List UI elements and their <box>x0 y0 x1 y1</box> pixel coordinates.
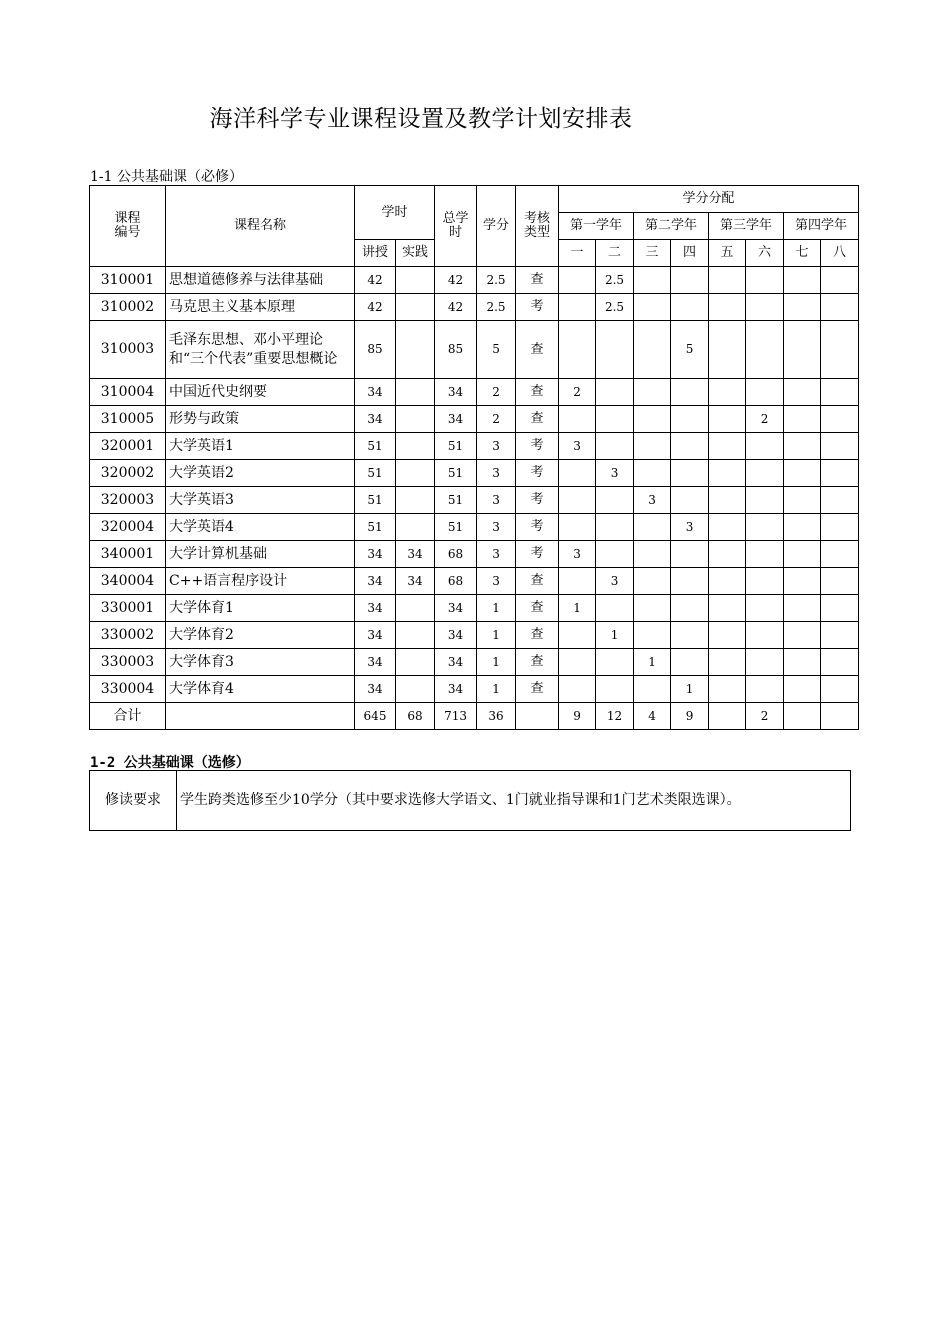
total-exam-type <box>516 703 559 730</box>
header-term-3: 三 <box>634 240 671 267</box>
credits: 3 <box>477 487 516 514</box>
term-6-credit <box>746 321 784 379</box>
exam-type: 考 <box>516 487 559 514</box>
term-7-credit <box>784 649 821 676</box>
requirement-label: 修读要求 <box>90 771 177 831</box>
term-2-credit: 3 <box>596 568 634 595</box>
term-5-credit <box>709 294 746 321</box>
total-term-1: 9 <box>559 703 596 730</box>
term-1-credit <box>559 487 596 514</box>
term-5-credit <box>709 676 746 703</box>
course-code: 310002 <box>90 294 166 321</box>
course-name: 形势与政策 <box>166 406 355 433</box>
practice-hours <box>396 294 435 321</box>
table-row <box>90 568 859 595</box>
course-name: 大学计算机基础 <box>166 541 355 568</box>
term-3-credit <box>634 460 671 487</box>
lecture-hours: 51 <box>355 433 396 460</box>
term-4-credit <box>671 294 709 321</box>
practice-hours: 34 <box>396 541 435 568</box>
term-7-credit <box>784 568 821 595</box>
credits: 2.5 <box>477 294 516 321</box>
term-3-credit: 1 <box>634 649 671 676</box>
term-5-credit <box>709 267 746 294</box>
term-7-credit <box>784 379 821 406</box>
term-2-credit <box>596 649 634 676</box>
lecture-hours: 34 <box>355 379 396 406</box>
term-4-credit: 1 <box>671 676 709 703</box>
exam-type: 查 <box>516 406 559 433</box>
term-1-credit <box>559 568 596 595</box>
term-1-credit <box>559 267 596 294</box>
term-3-credit <box>634 595 671 622</box>
term-4-credit <box>671 460 709 487</box>
course-code: 330004 <box>90 676 166 703</box>
exam-type: 考 <box>516 433 559 460</box>
total-credits: 36 <box>477 703 516 730</box>
total-practice-hours: 68 <box>396 703 435 730</box>
exam-type: 查 <box>516 321 559 379</box>
term-7-credit <box>784 676 821 703</box>
credits: 3 <box>477 541 516 568</box>
term-6-credit <box>746 379 784 406</box>
course-code: 330003 <box>90 649 166 676</box>
credits: 1 <box>477 676 516 703</box>
header-term-7: 七 <box>784 240 821 267</box>
term-5-credit <box>709 514 746 541</box>
requirement-text: 学生跨类选修至少10学分（其中要求选修大学语文、1门就业指导课和1门艺术类限选课）。 <box>177 771 851 831</box>
course-name: 马克思主义基本原理 <box>166 294 355 321</box>
term-8-credit <box>821 267 859 294</box>
term-1-credit: 2 <box>559 379 596 406</box>
term-2-credit <box>596 379 634 406</box>
total-term-4: 9 <box>671 703 709 730</box>
term-3-credit <box>634 294 671 321</box>
total-hours: 51 <box>435 514 477 541</box>
total-lecture-hours: 645 <box>355 703 396 730</box>
table-row <box>90 541 859 568</box>
term-5-credit <box>709 649 746 676</box>
total-term-8 <box>821 703 859 730</box>
term-2-credit <box>596 541 634 568</box>
exam-type: 查 <box>516 622 559 649</box>
term-8-credit <box>821 460 859 487</box>
term-7-credit <box>784 460 821 487</box>
term-6-credit <box>746 541 784 568</box>
table-row <box>90 294 859 321</box>
course-code: 340004 <box>90 568 166 595</box>
course-code: 310004 <box>90 379 166 406</box>
term-2-credit <box>596 487 634 514</box>
term-1-credit <box>559 406 596 433</box>
table-row <box>90 321 859 379</box>
term-5-credit <box>709 541 746 568</box>
term-6-credit <box>746 676 784 703</box>
total-term-5 <box>709 703 746 730</box>
term-2-credit <box>596 433 634 460</box>
lecture-hours: 34 <box>355 541 396 568</box>
exam-type: 查 <box>516 676 559 703</box>
exam-type: 查 <box>516 649 559 676</box>
header-term-6: 六 <box>746 240 784 267</box>
total-hours: 34 <box>435 406 477 433</box>
term-4-credit <box>671 541 709 568</box>
term-8-credit <box>821 514 859 541</box>
term-4-credit: 5 <box>671 321 709 379</box>
header-year-4: 第四学年 <box>784 213 859 240</box>
elective-requirement-table <box>89 770 851 831</box>
term-8-credit <box>821 406 859 433</box>
term-1-credit <box>559 676 596 703</box>
term-1-credit: 3 <box>559 541 596 568</box>
term-5-credit <box>709 487 746 514</box>
total-term-3: 4 <box>634 703 671 730</box>
term-2-credit <box>596 514 634 541</box>
table-row <box>90 595 859 622</box>
header-lecture: 讲授 <box>355 240 396 267</box>
term-8-credit <box>821 321 859 379</box>
total-hours: 68 <box>435 568 477 595</box>
lecture-hours: 51 <box>355 487 396 514</box>
lecture-hours: 42 <box>355 294 396 321</box>
term-7-credit <box>784 595 821 622</box>
term-7-credit <box>784 406 821 433</box>
credits: 3 <box>477 514 516 541</box>
header-year-3: 第三学年 <box>709 213 784 240</box>
term-7-credit <box>784 321 821 379</box>
practice-hours <box>396 649 435 676</box>
term-6-credit <box>746 568 784 595</box>
term-2-credit <box>596 676 634 703</box>
total-hours: 51 <box>435 433 477 460</box>
table-row <box>90 649 859 676</box>
term-5-credit <box>709 622 746 649</box>
term-5-credit <box>709 379 746 406</box>
term-5-credit <box>709 406 746 433</box>
term-6-credit <box>746 649 784 676</box>
term-1-credit <box>559 294 596 321</box>
term-3-credit <box>634 379 671 406</box>
term-6-credit <box>746 294 784 321</box>
header-exam-type: 考核类型 <box>516 186 559 267</box>
term-3-credit <box>634 676 671 703</box>
practice-hours <box>396 379 435 406</box>
course-name: 毛泽东思想、邓小平理论和“三个代表”重要思想概论 <box>166 321 355 379</box>
term-4-credit <box>671 379 709 406</box>
total-term-2: 12 <box>596 703 634 730</box>
exam-type: 查 <box>516 267 559 294</box>
course-code: 310001 <box>90 267 166 294</box>
term-2-credit: 2.5 <box>596 267 634 294</box>
course-code: 320004 <box>90 514 166 541</box>
term-1-credit: 1 <box>559 595 596 622</box>
course-name: 中国近代史纲要 <box>166 379 355 406</box>
table-row <box>90 267 859 294</box>
lecture-hours: 42 <box>355 267 396 294</box>
header-term-8: 八 <box>821 240 859 267</box>
header-term-4: 四 <box>671 240 709 267</box>
header-total-hours: 总学时 <box>435 186 477 267</box>
term-6-credit <box>746 267 784 294</box>
term-8-credit <box>821 649 859 676</box>
course-code: 330002 <box>90 622 166 649</box>
table-row <box>90 514 859 541</box>
term-5-credit <box>709 433 746 460</box>
course-name: 思想道德修养与法律基础 <box>166 267 355 294</box>
table-row <box>90 487 859 514</box>
term-3-credit <box>634 406 671 433</box>
course-code: 330001 <box>90 595 166 622</box>
page-title: 海洋科学专业课程设置及教学计划安排表 <box>209 106 633 132</box>
term-3-credit <box>634 541 671 568</box>
term-4-credit <box>671 649 709 676</box>
lecture-hours: 34 <box>355 406 396 433</box>
term-1-credit: 3 <box>559 433 596 460</box>
term-3-credit <box>634 568 671 595</box>
course-code: 320001 <box>90 433 166 460</box>
term-5-credit <box>709 321 746 379</box>
course-name: 大学英语3 <box>166 487 355 514</box>
term-1-credit <box>559 649 596 676</box>
course-name: 大学英语1 <box>166 433 355 460</box>
total-hours: 34 <box>435 676 477 703</box>
table-row <box>90 379 859 406</box>
term-2-credit: 3 <box>596 460 634 487</box>
course-name: 大学英语2 <box>166 460 355 487</box>
course-code: 320003 <box>90 487 166 514</box>
course-code: 340001 <box>90 541 166 568</box>
total-row <box>90 703 859 730</box>
term-6-credit <box>746 622 784 649</box>
practice-hours <box>396 514 435 541</box>
term-2-credit: 2.5 <box>596 294 634 321</box>
term-8-credit <box>821 676 859 703</box>
credits: 1 <box>477 622 516 649</box>
section-1-heading: 1-1 公共基础课（必修） <box>90 169 243 185</box>
credits: 5 <box>477 321 516 379</box>
header-year-1: 第一学年 <box>559 213 634 240</box>
lecture-hours: 34 <box>355 676 396 703</box>
course-name: 大学英语4 <box>166 514 355 541</box>
lecture-hours: 34 <box>355 595 396 622</box>
term-4-credit: 3 <box>671 514 709 541</box>
term-7-credit <box>784 622 821 649</box>
exam-type: 查 <box>516 568 559 595</box>
term-4-credit <box>671 406 709 433</box>
term-4-credit <box>671 487 709 514</box>
term-2-credit: 1 <box>596 622 634 649</box>
term-2-credit <box>596 321 634 379</box>
header-term-2: 二 <box>596 240 634 267</box>
term-7-credit <box>784 294 821 321</box>
term-4-credit <box>671 568 709 595</box>
credits: 2.5 <box>477 267 516 294</box>
credits: 2 <box>477 406 516 433</box>
lecture-hours: 34 <box>355 649 396 676</box>
term-7-credit <box>784 487 821 514</box>
term-5-credit <box>709 568 746 595</box>
course-code: 320002 <box>90 460 166 487</box>
term-7-credit <box>784 514 821 541</box>
term-5-credit <box>709 460 746 487</box>
course-name: 大学体育3 <box>166 649 355 676</box>
term-3-credit <box>634 622 671 649</box>
total-hours: 34 <box>435 379 477 406</box>
exam-type: 考 <box>516 541 559 568</box>
header-credits: 学分 <box>477 186 516 267</box>
course-name: 大学体育1 <box>166 595 355 622</box>
total-hours: 42 <box>435 267 477 294</box>
total-term-6: 2 <box>746 703 784 730</box>
term-6-credit: 2 <box>746 406 784 433</box>
term-3-credit <box>634 267 671 294</box>
credits: 1 <box>477 595 516 622</box>
term-4-credit <box>671 622 709 649</box>
course-code: 310005 <box>90 406 166 433</box>
table-row <box>90 406 859 433</box>
term-3-credit <box>634 514 671 541</box>
term-8-credit <box>821 433 859 460</box>
term-6-credit <box>746 433 784 460</box>
practice-hours <box>396 622 435 649</box>
practice-hours <box>396 487 435 514</box>
term-8-credit <box>821 595 859 622</box>
total-total-hours: 713 <box>435 703 477 730</box>
total-hours: 42 <box>435 294 477 321</box>
lecture-hours: 34 <box>355 568 396 595</box>
header-term-5: 五 <box>709 240 746 267</box>
term-6-credit <box>746 514 784 541</box>
lecture-hours: 51 <box>355 460 396 487</box>
table-row <box>90 676 859 703</box>
total-hours: 34 <box>435 595 477 622</box>
lecture-hours: 85 <box>355 321 396 379</box>
credits: 3 <box>477 433 516 460</box>
term-8-credit <box>821 622 859 649</box>
header-year-2: 第二学年 <box>634 213 709 240</box>
exam-type: 考 <box>516 514 559 541</box>
term-1-credit <box>559 622 596 649</box>
exam-type: 考 <box>516 460 559 487</box>
term-7-credit <box>784 267 821 294</box>
term-6-credit <box>746 487 784 514</box>
section-2-heading: 1-2 公共基础课（选修） <box>90 755 250 771</box>
table-row <box>90 622 859 649</box>
lecture-hours: 51 <box>355 514 396 541</box>
credits: 3 <box>477 460 516 487</box>
course-name: 大学体育2 <box>166 622 355 649</box>
term-2-credit <box>596 406 634 433</box>
course-name: 大学体育4 <box>166 676 355 703</box>
term-7-credit <box>784 433 821 460</box>
term-2-credit <box>596 595 634 622</box>
term-4-credit <box>671 433 709 460</box>
total-hours: 68 <box>435 541 477 568</box>
term-3-credit: 3 <box>634 487 671 514</box>
exam-type: 考 <box>516 294 559 321</box>
table-row <box>90 460 859 487</box>
term-3-credit <box>634 433 671 460</box>
term-7-credit <box>784 541 821 568</box>
practice-hours <box>396 676 435 703</box>
header-course-name: 课程名称 <box>166 186 355 267</box>
required-courses-table <box>89 185 859 730</box>
total-hours: 34 <box>435 622 477 649</box>
exam-type: 查 <box>516 379 559 406</box>
practice-hours <box>396 433 435 460</box>
term-8-credit <box>821 294 859 321</box>
term-6-credit <box>746 460 784 487</box>
total-label: 合计 <box>90 703 166 730</box>
credits: 2 <box>477 379 516 406</box>
total-name <box>166 703 355 730</box>
term-3-credit <box>634 321 671 379</box>
total-hours: 51 <box>435 487 477 514</box>
practice-hours: 34 <box>396 568 435 595</box>
header-term-1: 一 <box>559 240 596 267</box>
course-name: C++语言程序设计 <box>166 568 355 595</box>
term-1-credit <box>559 514 596 541</box>
header-hours: 学时 <box>355 186 435 240</box>
term-5-credit <box>709 595 746 622</box>
practice-hours <box>396 595 435 622</box>
exam-type: 查 <box>516 595 559 622</box>
term-6-credit <box>746 595 784 622</box>
term-8-credit <box>821 541 859 568</box>
header-course-code: 课程编号 <box>90 186 166 267</box>
total-hours: 51 <box>435 460 477 487</box>
total-term-7 <box>784 703 821 730</box>
term-8-credit <box>821 379 859 406</box>
term-4-credit <box>671 595 709 622</box>
table-row <box>90 433 859 460</box>
term-8-credit <box>821 568 859 595</box>
term-4-credit <box>671 267 709 294</box>
header-practice: 实践 <box>396 240 435 267</box>
total-hours: 34 <box>435 649 477 676</box>
practice-hours <box>396 321 435 379</box>
credits: 3 <box>477 568 516 595</box>
header-credit-distribution: 学分分配 <box>559 186 859 213</box>
term-1-credit <box>559 321 596 379</box>
course-code: 310003 <box>90 321 166 379</box>
term-1-credit <box>559 460 596 487</box>
practice-hours <box>396 460 435 487</box>
total-hours: 85 <box>435 321 477 379</box>
practice-hours <box>396 267 435 294</box>
credits: 1 <box>477 649 516 676</box>
lecture-hours: 34 <box>355 622 396 649</box>
term-8-credit <box>821 487 859 514</box>
practice-hours <box>396 406 435 433</box>
